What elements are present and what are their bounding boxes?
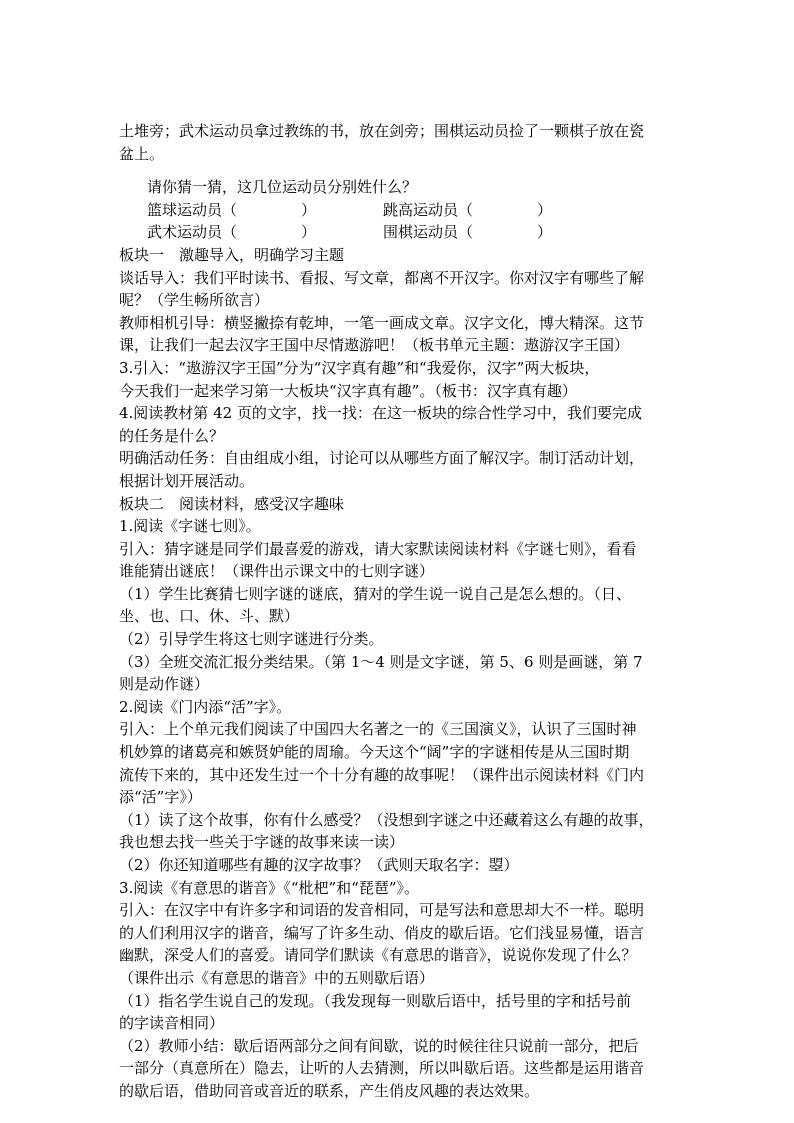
text-line: 引入：在汉字中有许多字和词语的发音相同，可是写法和意思却大不一样。聪明 bbox=[119, 901, 645, 920]
text-line: 的字读音相同） bbox=[119, 1014, 225, 1033]
document-body bbox=[119, 120, 679, 1103]
text-line: 我也想去找一些关于字谜的故事来读一读） bbox=[119, 833, 405, 852]
text-line: 2.阅读《门内添“活”字》。 bbox=[119, 697, 292, 716]
intro-line-1: 土堆旁；武术运动员拿过教练的书，放在剑旁；围棋运动员捡了一颗棋子放在瓷 bbox=[119, 122, 645, 140]
text-line: 则是动作谜） bbox=[119, 675, 210, 694]
text-line: 添“活”字》） bbox=[119, 788, 202, 807]
text-line: 的歇后语，借助同音或音近的联系，产生俏皮风趣的表达效果。 bbox=[119, 1081, 540, 1100]
text-line: 的任务是什么？ bbox=[119, 426, 225, 445]
text-line: 谈话导入：我们平时读书、看报、写文章，都离不开汉字。你对汉字有哪些了解 bbox=[119, 268, 645, 287]
text-line: 根据计划开展活动。 bbox=[119, 471, 255, 490]
text-line: 流传下来的，其中还发生过一个十分有趣的故事呢！（课件出示阅读材料《门内 bbox=[119, 765, 645, 784]
text-line: 课，让我们一起去汉字王国中尽情遨游吧！（板书单元主题：遨游汉字王国） bbox=[119, 336, 630, 355]
blank-label: 武术运动员（ bbox=[147, 223, 238, 242]
text-line: 呢？（学生畅所欲言） bbox=[119, 291, 270, 310]
text-line: 1.阅读《字谜七则》。 bbox=[119, 517, 261, 536]
blank-label: 围棋运动员（ bbox=[383, 223, 474, 242]
text-line: （1）读了这个故事，你有什么感受？（没想到字谜之中还藏着这么有趣的故事， bbox=[119, 810, 654, 829]
text-line: （2）你还知道哪些有趣的汉字故事？（武则天取名字：曌） bbox=[119, 856, 519, 874]
intro-line-2: 盆上。 bbox=[119, 144, 165, 163]
lesson-text bbox=[119, 244, 679, 1103]
blank-row: 篮球运动员（ ） 跳高运动员（ ） bbox=[147, 200, 553, 219]
text-line: （2）教师小结：歇后语两部分之间有间歇，说的时候往往只说前一部分，把后 bbox=[119, 1036, 639, 1055]
intro-question: 请你猜一猜，这几位运动员分别姓什么？ bbox=[147, 178, 418, 197]
text-line: 明确活动任务：自由组成小组，讨论可以从哪些方面了解汉字。制订活动计划， bbox=[119, 449, 645, 468]
text-line: 板块二 阅读材料，感受汉字趣味 bbox=[119, 494, 345, 513]
text-line: （1）指名学生说自己的发现。（我发现每一则歇后语中，括号里的字和括号前 bbox=[119, 991, 632, 1010]
text-line: 教师相机引导：横竖撇捺有乾坤，一笔一画成文章。汉字文化，博大精深。这节 bbox=[119, 313, 645, 332]
text-line: 今天我们一起来学习第一大板块“汉字真有趣”。（板书：汉字真有趣） bbox=[119, 381, 577, 400]
text-line: 的人们利用汉字的谐音，编写了许多生动、俏皮的歇后语。它们浅显易懂，语言 bbox=[119, 923, 645, 942]
text-line: 谁能猜出谜底！（课件出示课文中的七则字谜） bbox=[119, 562, 435, 581]
text-line: 3.引入：“遨游汉字王国”分为“汉字真有趣”和“我爱你，汉字”两大板块， bbox=[119, 358, 600, 377]
text-line: （3）全班交流汇报分类结果。（第 1～4 则是文字谜，第 5、6 则是画谜，第 7 bbox=[119, 652, 643, 671]
text-line: 引入：猜字谜是同学们最喜爱的游戏，请大家默读阅读材料《字谜七则》，看看 bbox=[119, 539, 637, 558]
text-line: 一部分（真意所在）隐去，让听的人去猜测，所以叫歇后语。这些都是运用谐音 bbox=[119, 1059, 645, 1078]
blank-label: 跳高运动员（ bbox=[383, 200, 474, 219]
text-line: 3.阅读《有意思的谐音》《“枇杷”和“琵琶”》。 bbox=[119, 878, 419, 897]
blank-label: 篮球运动员（ bbox=[147, 200, 238, 219]
text-line: （2）引导学生将这七则字谜进行分类。 bbox=[119, 630, 384, 649]
blank-row: 武术运动员（ ） 围棋运动员（ ） bbox=[147, 223, 553, 242]
text-line: 坐、也、口、休、斗、默） bbox=[119, 607, 300, 626]
text-line: 4.阅读教材第 42 页的文字，找一找：在这一板块的综合性学习中，我们要完成 bbox=[119, 404, 642, 423]
text-line: 机妙算的诸葛亮和嫉贤妒能的周瑜。今天这个“阔”字的字谜相传是从三国时期 bbox=[119, 743, 630, 762]
text-line: 板块一 激趣导入，明确学习主题 bbox=[119, 245, 345, 264]
text-line: 幽默，深受人们的喜爱。请同学们默读《有意思的谐音》，说说你发现了什么？ bbox=[119, 946, 637, 965]
text-line: 引入：上个单元我们阅读了中国四大名著之一的《三国演义》，认识了三国时神 bbox=[119, 720, 637, 739]
text-line: （课件出示《有意思的谐音》中的五则歇后语） bbox=[119, 968, 435, 987]
text-line: （1）学生比赛猜七则字谜的谜底，猜对的学生说一说自己是怎么想的。（日、 bbox=[119, 584, 632, 603]
